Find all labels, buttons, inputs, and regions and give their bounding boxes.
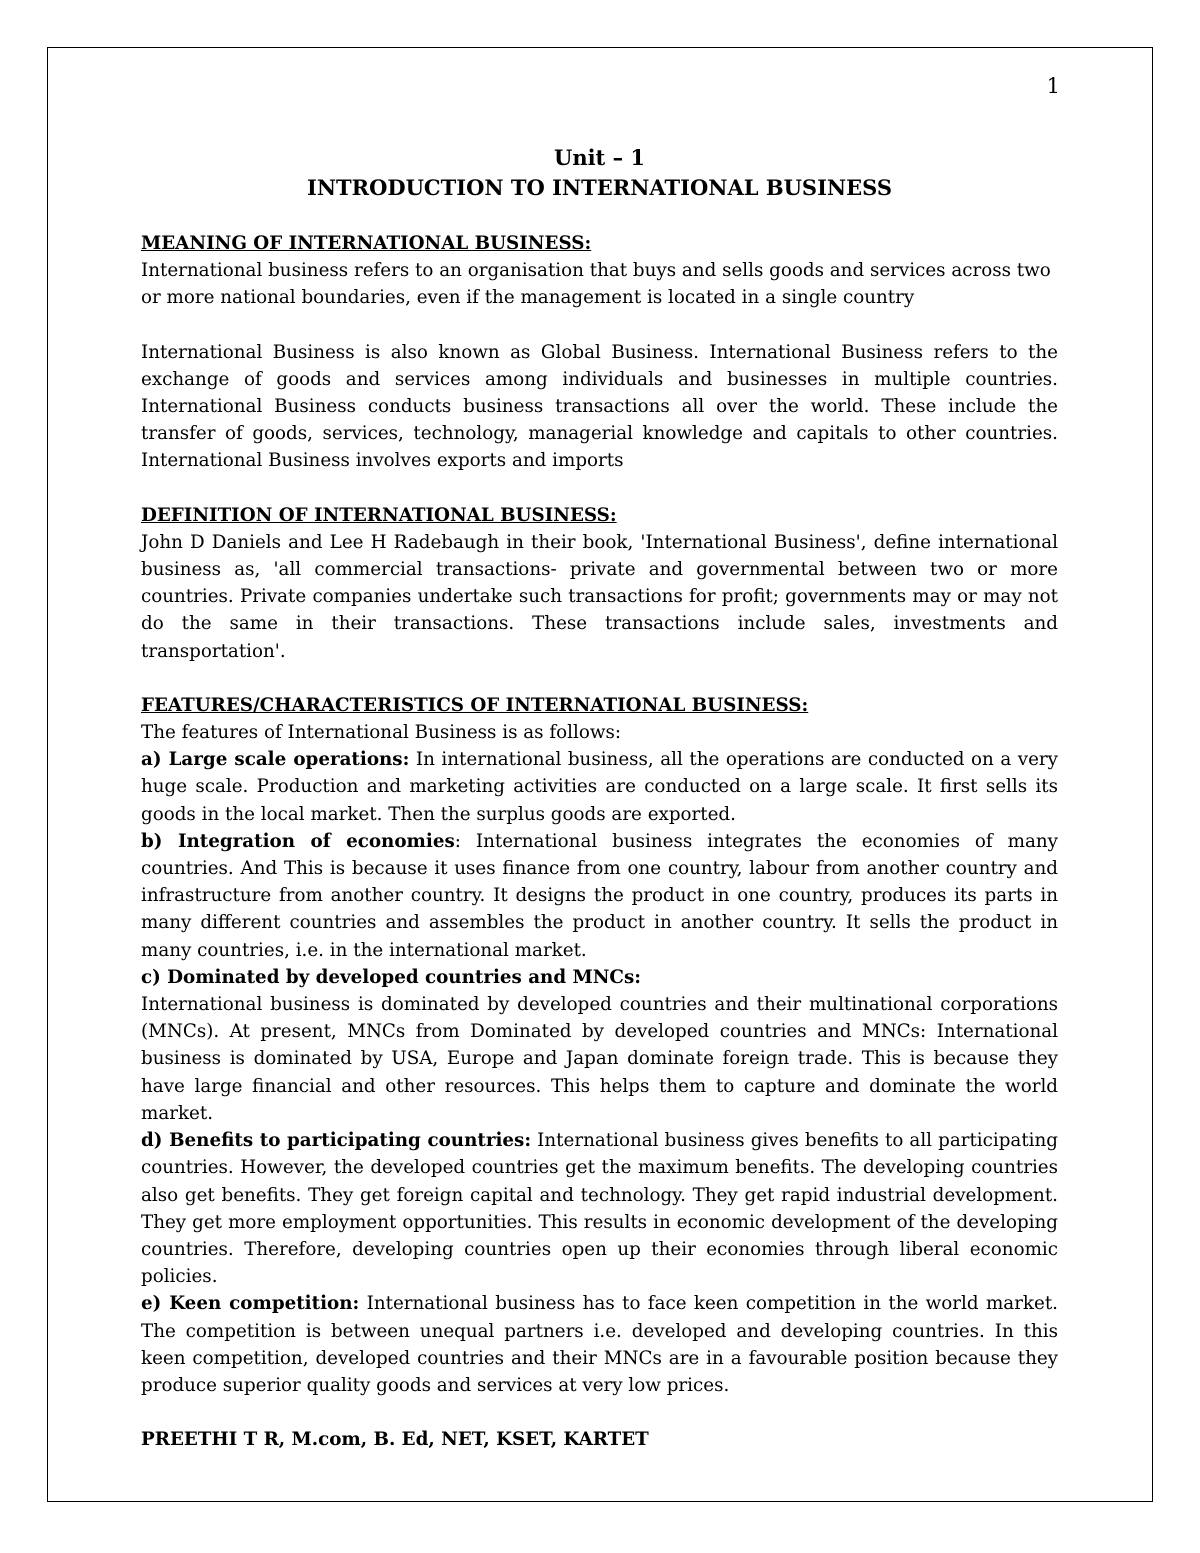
spacer (141, 475, 1058, 502)
unit-title: Unit – 1 (554, 145, 645, 170)
feature-item-dominated: International business is dominated by developed countries and their multinational corporations (MNCs). At present, MNCs from Dominated by developed countries and MNCs: International business is dominated by USA, Europe and Japan dominate foreign trade. This is because they have large financial and other resources. This helps them to capture and dominate the world market. (141, 994, 1058, 1124)
feature-text: International business has to face keen competition in the world market. The competition is between unequal partners i.e. developed and developing countries. In this keen competition, developed countries and their MNCs are in a favourable position because they produce superior quality goods and services at very low prices. (141, 1293, 1058, 1396)
feature-item-benefits (141, 1127, 1058, 1290)
page-number: 1 (1046, 74, 1060, 98)
feature-text: In international business, all the operations are conducted on a very huge scale. Production and marketing activities are conducted on a large scale. It first sells its goods in the local market. Then the surplus goods are exported. (141, 749, 1058, 825)
definition-paragraph: John D Daniels and Lee H Radebaugh in their book, 'International Business', define international business as, 'all commercial transactions- private and governmental between two or more countries. Private companies undertake such transactions for profit; governments may or may not do the same in their transactions. These transactions include sales, investments and transportation'. (141, 531, 1058, 662)
feature-label: b) Integration of economies (141, 830, 455, 852)
feature-text: : International business integrates the economies of many countries. And This is because it uses finance from one country, labour from another country and infrastructure from another country. It designs the product in one country, produces its parts in many different countries and assembles the product in another country. It sells the product in many countries, i.e. in the international market. (141, 830, 1058, 961)
feature-label: d) Benefits to participating countries: (141, 1130, 532, 1152)
spacer (141, 665, 1058, 692)
meaning-paragraph-2: International Business is also known as Global Business. International Business refers to the exchange of goods and services among individuals and businesses in multiple countries. International Business conducts business transactions all over the world. These include the transfer of goods, services, technology, managerial knowledge and capitals to other countries. International Business involves exports and imports (141, 341, 1058, 472)
meaning-heading: MEANING OF INTERNATIONAL BUSINESS: (141, 233, 592, 254)
main-title: INTRODUCTION TO INTERNATIONAL BUSINESS (307, 175, 892, 200)
feature-item-large-scale (141, 746, 1058, 828)
definition-heading: DEFINITION OF INTERNATIONAL BUSINESS: (141, 504, 617, 526)
spacer (141, 312, 1058, 339)
features-intro: The features of International Business is as follows: (141, 722, 622, 744)
feature-text: International business gives benefits to all participating countries. However, the developed countries get the maximum benefits. The developing countries also get benefits. They get foreign capital and technology. They get rapid industrial development. They get more employment opportunities. This results in economic development of the developing countries. Therefore, developing countries open up their economies through liberal economic policies. (141, 1130, 1059, 1288)
document-body (141, 143, 1058, 1453)
feature-item-competition (141, 1290, 1058, 1399)
spacer (141, 203, 1058, 230)
feature-label: a) Large scale operations: (141, 749, 410, 771)
author-credit: PREETHI T R, M.com, B. Ed, NET, KSET, KARTET (141, 1429, 649, 1451)
feature-item-integration (141, 828, 1058, 964)
meaning-paragraph-1: International business refers to an organisation that buys and sells goods and services across two or more national boundaries, even if the management is located in a single country (141, 260, 1051, 309)
feature-label: c) Dominated by developed countries and MNCs: (141, 966, 642, 988)
feature-label: e) Keen competition: (141, 1293, 360, 1315)
features-heading: FEATURES/CHARACTERISTICS OF INTERNATIONAL BUSINESS: (141, 694, 809, 716)
